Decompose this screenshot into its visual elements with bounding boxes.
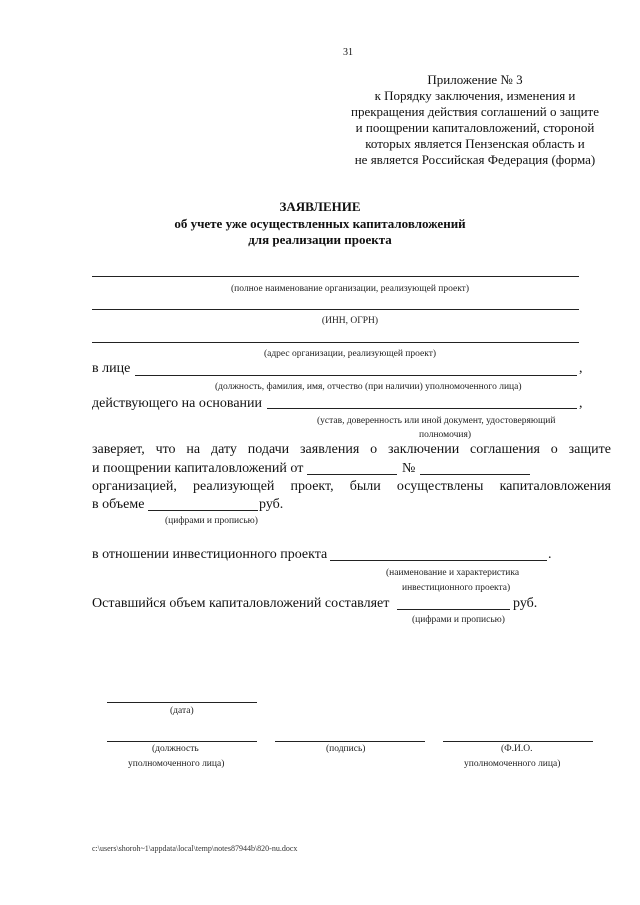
document-subtitle: для реализации проекта [248, 232, 392, 247]
appendix-line: не является Российская Федерация (форма) [354, 152, 596, 167]
project-caption: (наименование и характеристика [386, 568, 520, 578]
amount-label: в объеме [92, 497, 145, 512]
amount-field[interactable] [148, 510, 258, 511]
position-caption: (должность [152, 744, 199, 754]
remaining-unit: руб. [513, 596, 538, 611]
footer-file-path: c:\users\shoroh~1\appdata\local\temp\notes87944b\820-nu.docx [92, 844, 298, 853]
statement-line: заверяет, что на дату подачи заявления о заключении соглашения о защите [92, 442, 611, 457]
fio-caption: уполномоченного лица) [464, 759, 561, 769]
person-caption: (должность, фамилия, имя, отчество (при наличии) уполномоченного лица) [215, 382, 522, 392]
project-caption: инвестиционного проекта) [402, 583, 511, 593]
person-comma: , [579, 361, 583, 376]
statement-line: и поощрении капиталовложений от [92, 461, 304, 476]
remaining-field[interactable] [397, 609, 510, 610]
position-field[interactable] [107, 741, 257, 742]
date-field[interactable] [107, 702, 257, 703]
agreement-number-field[interactable] [420, 474, 530, 475]
position-caption: уполномоченного лица) [128, 759, 225, 769]
date-from-field[interactable] [307, 474, 397, 475]
signature-caption: (подпись) [326, 744, 366, 754]
appendix-header [330, 72, 620, 168]
appendix-line: прекращения действия соглашений о защите [350, 104, 600, 119]
appendix-line: к Порядку заключения, изменения и [374, 88, 576, 103]
person-label: в лице [92, 361, 131, 376]
document-subtitle: об учете уже осуществленных капиталовложений [174, 216, 466, 231]
amount-caption: (цифрами и прописью) [165, 516, 258, 526]
project-field[interactable] [330, 560, 547, 561]
basis-label: действующего на основании [92, 396, 263, 411]
page-number: 31 [343, 47, 353, 58]
org-name-caption: (полное наименование организации, реализующей проект) [230, 284, 469, 294]
basis-caption: (устав, доверенность или иной документ, удостоверяющий [317, 416, 556, 426]
project-label: в отношении инвестиционного проекта [92, 547, 328, 562]
remaining-caption: (цифрами и прописью) [412, 615, 505, 625]
statement-line: организацией, реализующей проект, были осуществлены капиталовложения [92, 479, 611, 494]
amount-unit: руб. [259, 497, 284, 512]
inn-ogrn-caption: (ИНН, ОГРН) [321, 316, 379, 326]
basis-caption: полномочия) [419, 430, 472, 440]
remaining-label: Оставшийся объем капиталовложений составляет [92, 596, 390, 611]
document-title: ЗАЯВЛЕНИЕ [279, 199, 361, 214]
address-field[interactable] [92, 342, 579, 343]
appendix-line: которых является Пензенская область и [365, 136, 585, 151]
fio-field[interactable] [443, 741, 593, 742]
inn-ogrn-field[interactable] [92, 309, 579, 310]
appendix-line: Приложение № 3 [427, 72, 523, 87]
project-dot: . [548, 547, 552, 562]
signature-field[interactable] [275, 741, 425, 742]
appendix-line: и поощрении капиталовложений, стороной [355, 120, 595, 135]
date-caption: (дата) [170, 706, 194, 716]
fio-caption: (Ф.И.О. [501, 744, 533, 754]
address-caption: (адрес организации, реализующей проект) [263, 349, 437, 359]
person-field[interactable] [135, 375, 577, 376]
number-sign: № [402, 461, 416, 476]
org-name-field[interactable] [92, 276, 579, 277]
basis-comma: , [579, 396, 583, 411]
basis-field[interactable] [267, 408, 577, 409]
